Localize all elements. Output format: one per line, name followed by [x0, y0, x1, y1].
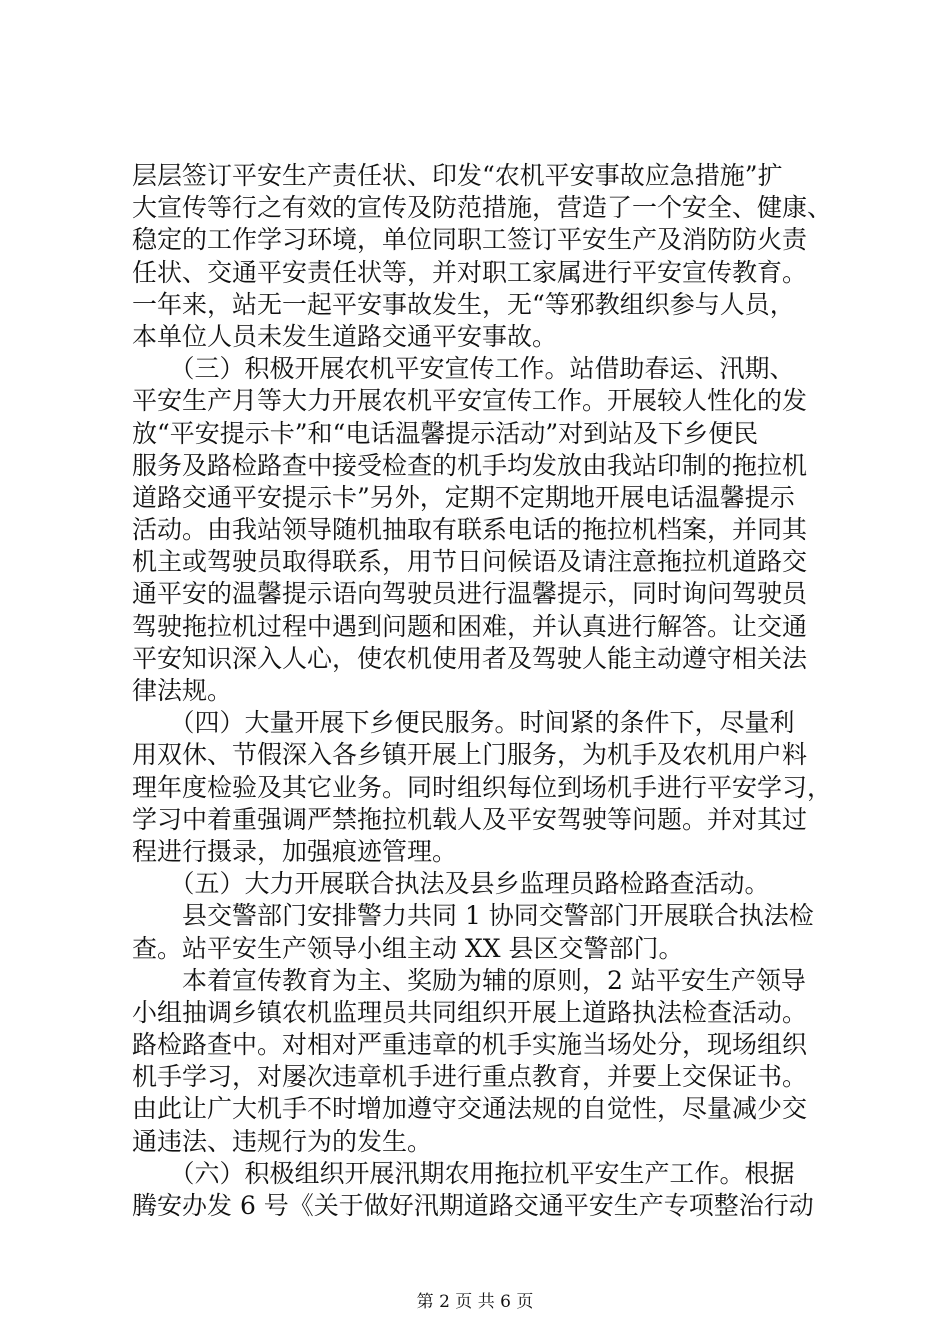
text-line: 律法规。 [132, 676, 233, 705]
text-line: 查。站平安生产领导小组主动 XX 县区交警部门。 [132, 933, 684, 963]
text-line: （六）积极组织开展汛期农用拖拉机平安生产工作。根据 [132, 1158, 795, 1188]
text-line: 路检路查中。对相对严重违章的机手实施当场处分，现场组织 [132, 1030, 808, 1060]
text-line: 一年来，站无一起平安事故发生，无“等邪教组织参与人员， [132, 289, 795, 319]
text-line: 服务及路检路查中接受检查的机手均发放由我站印制的拖拉机 [132, 450, 808, 480]
text-line: （五）大力开展联合执法及县乡监理员路检路查活动。 [132, 869, 770, 899]
text-line: 平安生产月等大力开展农机平安宣传工作。开展较人性化的发 [132, 386, 808, 416]
text-line: 任状、交通平安责任状等，并对职工家属进行平安宣传教育。 [132, 257, 808, 287]
text-line: 学习中着重强调严禁拖拉机载人及平安驾驶等问题。并对其过 [132, 804, 808, 834]
text-line: 通违法、违规行为的发生。 [132, 1126, 433, 1156]
text-line: 活动。由我站领导随机抽取有联系电话的拖拉机档案，并同其 [132, 515, 808, 545]
text-line: 县交警部门安排警力共同 1 协同交警部门开展联合执法检 [132, 901, 814, 931]
text-line: 理年度检验及其它业务。同时组织每位到场机手进行平安学习， [132, 772, 832, 802]
page-number-footer: 第 2 页 共 6 页 [416, 1292, 534, 1312]
text-line: 本单位人员未发生道路交通平安事故。 [132, 321, 558, 351]
document-body [132, 160, 832, 1222]
text-line: （三）积极开展农机平安宣传工作。站借助春运、汛期、 [132, 354, 795, 384]
text-line: 程进行摄录，加强痕迹管理。 [132, 836, 458, 866]
text-line: 小组抽调乡镇农机监理员共同组织开展上道路执法检查活动。 [132, 997, 808, 1027]
text-line: 稳定的工作学习环境，单位同职工签订平安生产及消防防火责 [132, 225, 808, 255]
text-line: 道路交通平安提示卡”另外，定期不定期地开展电话温馨提示 [132, 482, 795, 512]
text-line: 平安知识深入人心，使农机使用者及驾驶人能主动遵守相关法 [132, 643, 808, 673]
text-line: 大宣传等行之有效的宣传及防范措施，营造了一个安全、健康、 [132, 193, 832, 223]
text-line: 本着宣传教育为主、奖励为辅的原则，2 站平安生产领导 [132, 965, 806, 995]
text-line: （四）大量开展下乡便民服务。时间紧的条件下，尽量利 [132, 708, 795, 738]
text-line: 放“平安提示卡”和“电话温馨提示活动”对到站及下乡便民 [132, 418, 759, 448]
text-line: 由此让广大机手不时增加遵守交通法规的自觉性，尽量减少交 [132, 1094, 808, 1124]
text-line: 驾驶拖拉机过程中遇到问题和困难，并认真进行解答。让交通 [132, 611, 808, 641]
text-line: 腾安办发 6 号《关于做好汛期道路交通平安生产专项整治行动 [132, 1191, 814, 1220]
text-line: 机主或驾驶员取得联系，用节日问候语及请注意拖拉机道路交 [132, 547, 808, 577]
text-line: 用双休、节假深入各乡镇开展上门服务，为机手及农机用户料 [132, 740, 808, 770]
text-line: 层层签订平安生产责任状、印发“农机平安事故应急措施”扩 [132, 161, 783, 190]
text-line: 机手学习，对屡次违章机手进行重点教育，并要上交保证书。 [132, 1062, 808, 1092]
text-line: 通平安的温馨提示语向驾驶员进行温馨提示，同时询问驾驶员 [132, 579, 808, 609]
